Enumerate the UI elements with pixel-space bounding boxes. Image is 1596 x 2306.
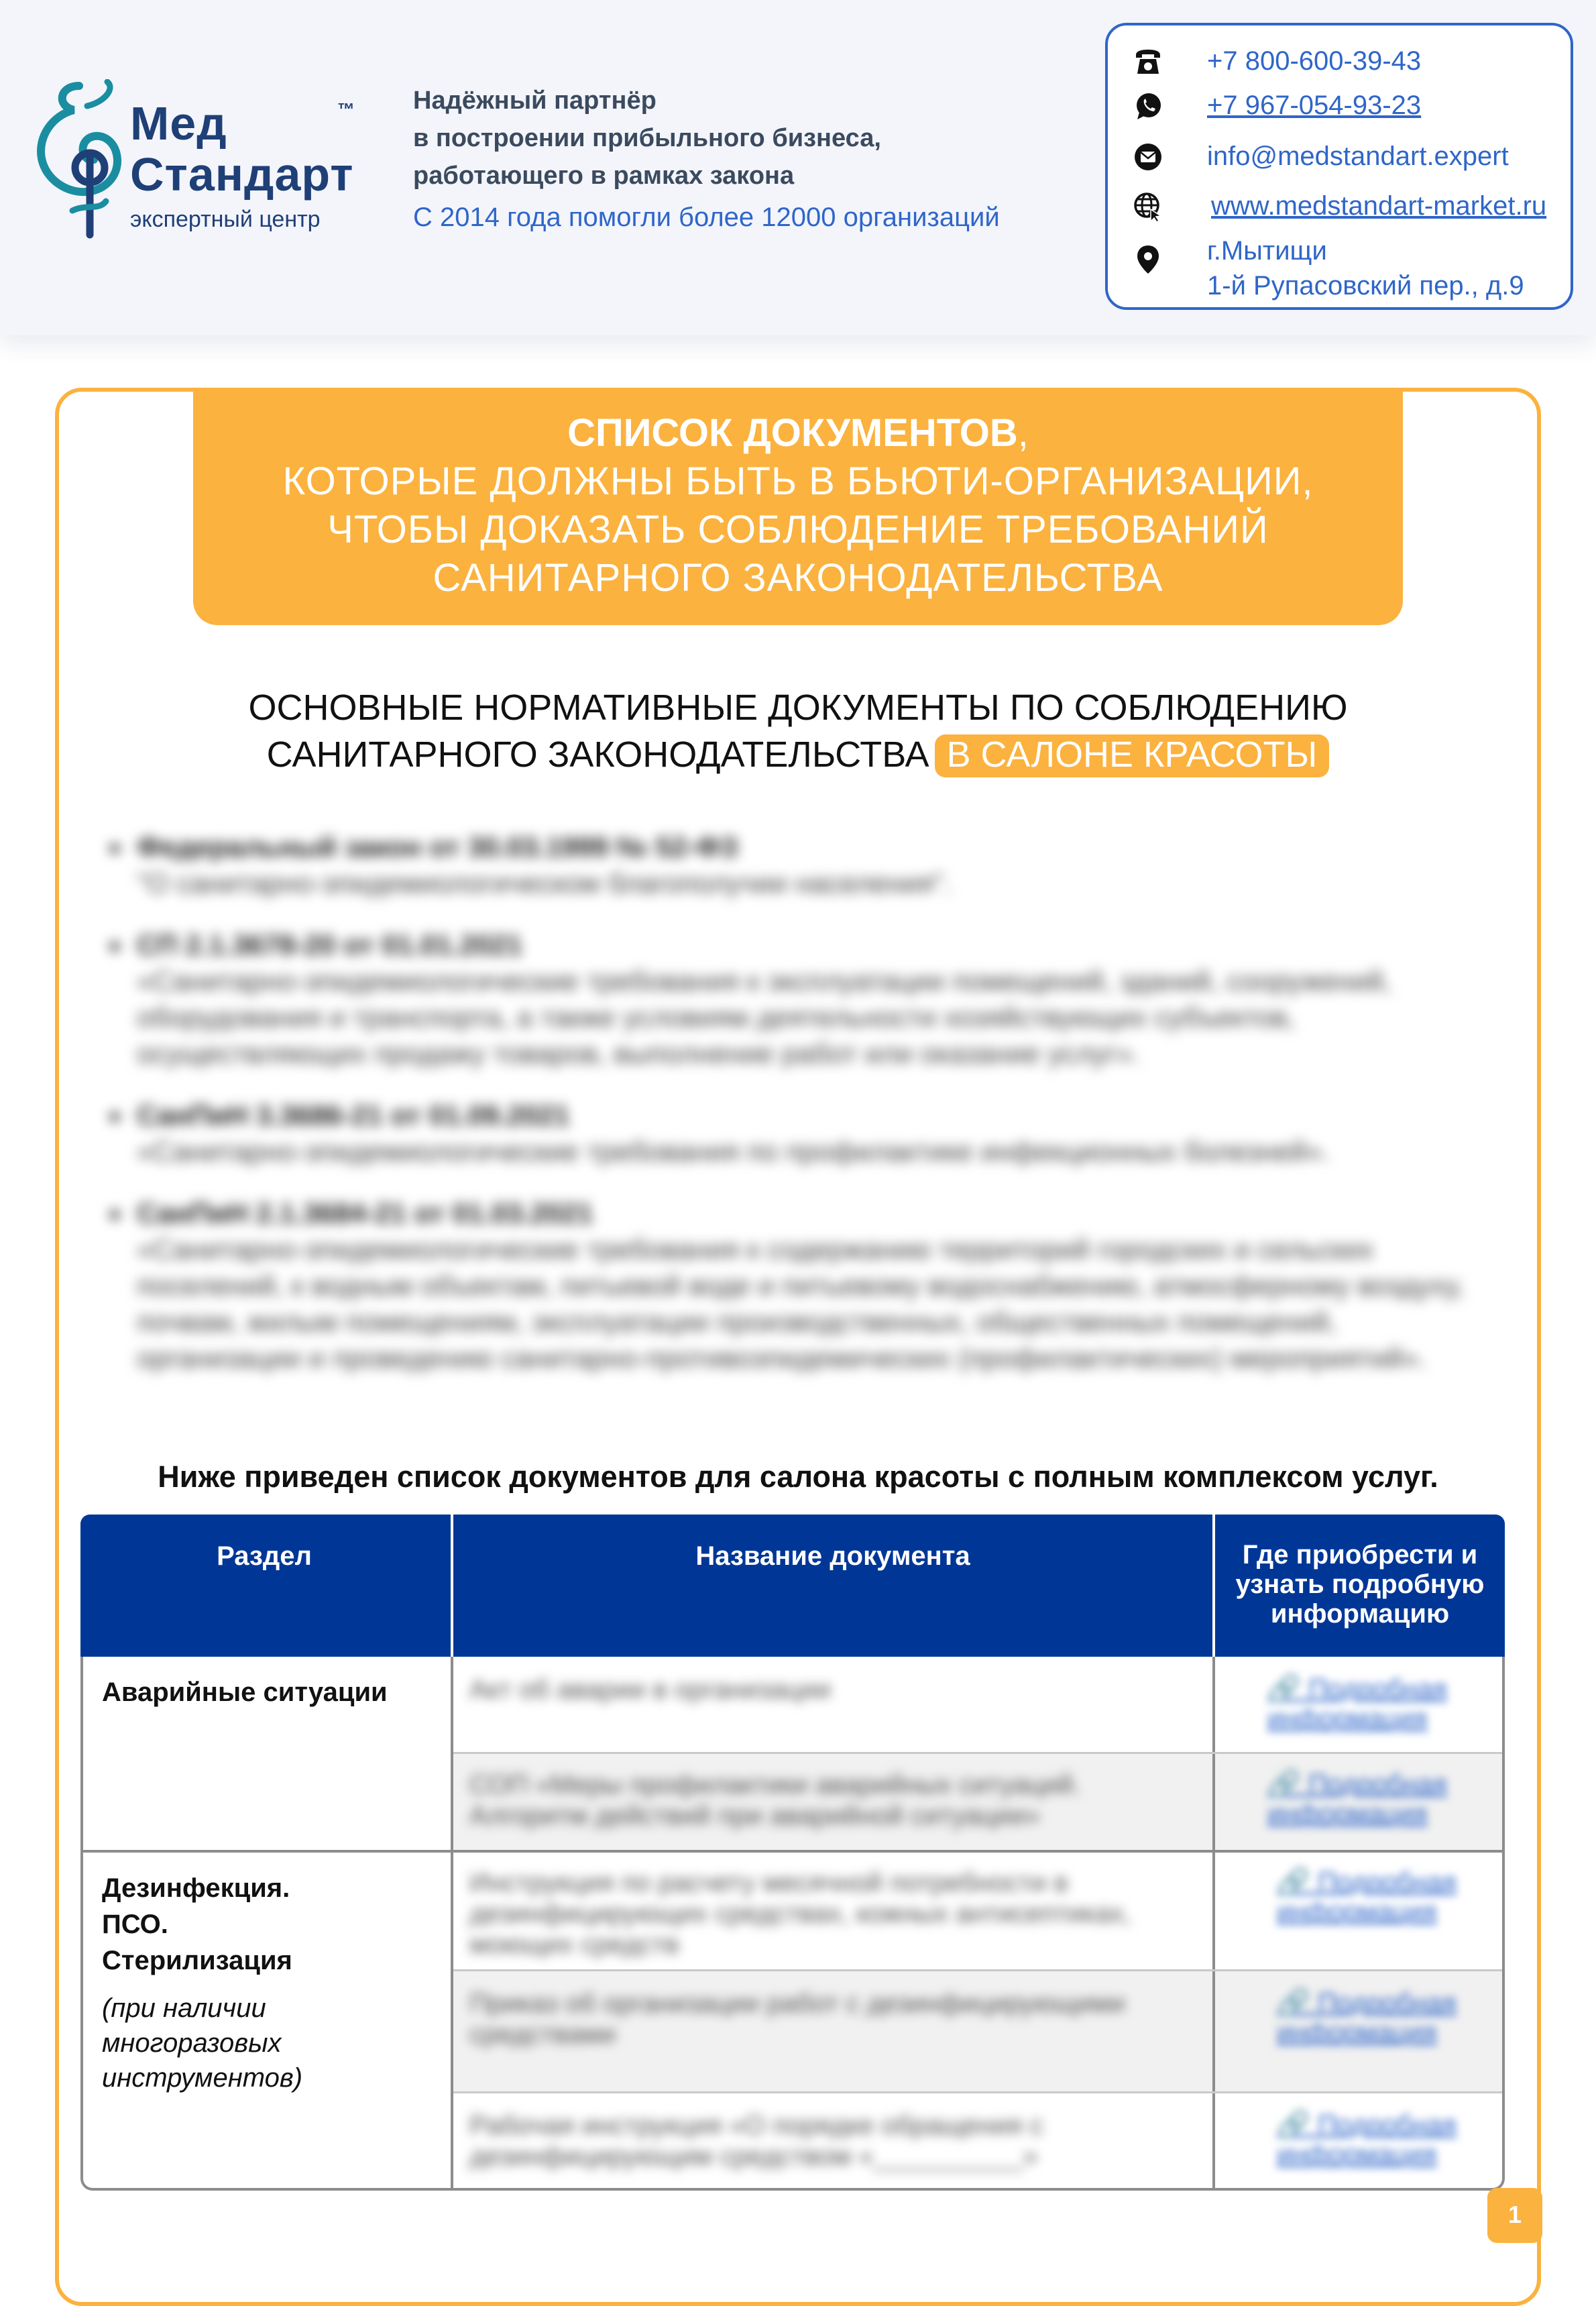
- banner-line4: САНИТАРНОГО ЗАКОНОДАТЕЛЬСТВА: [433, 556, 1163, 600]
- section-note: [102, 1991, 302, 2095]
- subheading-highlight: В САЛОНЕ КРАСОТЫ: [935, 734, 1330, 777]
- page-header: [0, 0, 1596, 335]
- law-description: «Санитарно-эпидемиологические требования к содержанию территорий городских и сельских поселений, к водным объектам, питьевой воде и питьевому водоснабжению, атмосферному воздуху, почвам, жилым помещениям, эксплуатации производственных, общественных помещений, организации и проведению санитарно-противоэпидемических (профилактических) мероприятий».: [137, 1233, 1464, 1374]
- banner-comma: ,: [1017, 411, 1029, 455]
- document-name-cont: дезинфицирующим средством «__________»: [469, 2142, 1038, 2171]
- more-info-link[interactable]: 🔗 Подробная информация: [1277, 1867, 1457, 1926]
- header-document-label: Название документа: [695, 1541, 970, 1571]
- website-link: www.medstandart-market.ru: [1211, 191, 1547, 221]
- document-name: Приказ об организации работ с дезинфицирующими: [469, 1989, 1125, 2018]
- section-line2: ПСО.: [102, 1910, 168, 1939]
- law-title: СанПиН 2.1.3684-21 от 01.03.2021: [137, 1197, 593, 1229]
- mail-icon: [1132, 141, 1164, 173]
- tagline: [413, 82, 1084, 237]
- table-row: [469, 1674, 1194, 1705]
- tagline-since: С 2014 года помогли более 12000 организаций: [413, 203, 1000, 232]
- documents-table: [80, 1515, 1505, 2191]
- brand-name-line2: Стандарт: [130, 148, 354, 201]
- table-row: [469, 1867, 1200, 1960]
- link-icon: 🔗: [1267, 1769, 1301, 1799]
- subheading-line2: [0, 731, 1596, 778]
- section-note-line2: многоразовых: [102, 2028, 282, 2058]
- banner-bold: СПИСОК ДОКУМЕНТОВ: [567, 411, 1018, 455]
- subheading-line1: ОСНОВНЫЕ НОРМАТИВНЫЕ ДОКУМЕНТЫ ПО СОБЛЮДЕНИЮ: [248, 688, 1348, 728]
- table-row: [469, 2110, 1200, 2172]
- banner-line3: ЧТОБЫ ДОКАЗАТЬ СОБЛЮДЕНИЕ ТРЕБОВАНИЙ: [327, 508, 1269, 551]
- table-row: [469, 1988, 1200, 2050]
- banner-line1: [193, 409, 1403, 457]
- address-street: 1-й Рупасовский пер., д.9: [1207, 271, 1524, 300]
- law-title: СП 2.1.3678-20 от 01.01.2021: [137, 929, 523, 960]
- header-where: [1212, 1515, 1505, 1657]
- table-header: [80, 1515, 1505, 1657]
- location-pin-icon: [1132, 243, 1164, 275]
- section-note-line3: инструментов): [102, 2063, 303, 2093]
- brand-logo[interactable]: [32, 79, 381, 240]
- whatsapp-number: +7 967-054-93-23: [1207, 91, 1422, 120]
- document-name: Рабочая инструкция «О порядке обращения с: [469, 2111, 1043, 2140]
- more-info-link[interactable]: 🔗 Подробная информация: [1277, 1988, 1457, 2047]
- tagline-line1: Надёжный партнёр: [413, 87, 657, 115]
- document-name-cont: средствами: [469, 2020, 616, 2049]
- page-number: 1: [1487, 2188, 1542, 2243]
- document-name-cont: Алгоритм действий при аварийной ситуации»: [469, 1801, 1040, 1830]
- globe-icon: [1132, 190, 1164, 223]
- list-item: [107, 927, 1502, 1072]
- row-divider: [453, 2091, 1505, 2093]
- link-icon: 🔗: [1277, 2110, 1310, 2140]
- group-divider: [83, 1850, 1505, 1853]
- section-line3: Стерилизация: [102, 1946, 292, 1975]
- section-emergency: Аварийные ситуации: [102, 1678, 388, 1707]
- list-item: [107, 1097, 1502, 1170]
- law-title: Федеральный закон от 30.03.1999 № 52-ФЗ: [137, 831, 738, 863]
- more-info-link[interactable]: 🔗 Подробная информация: [1277, 2110, 1457, 2169]
- email-address: info@medstandart.expert: [1207, 142, 1509, 171]
- document-name-cont: дезинфицирующих средствах, кожных антисептиках,: [469, 1899, 1131, 1928]
- header-section-label: Раздел: [217, 1541, 312, 1571]
- law-description: "О санитарно-эпидемиологическом благополучии населения".: [137, 867, 952, 899]
- caduceus-logo-icon: [32, 79, 139, 240]
- table-row: [469, 1769, 1194, 1831]
- list-item: [107, 1195, 1502, 1376]
- section-note-line1: (при наличии: [102, 1993, 266, 2023]
- header-where-line1: Где приобрести и: [1242, 1540, 1478, 1570]
- column-divider: [451, 1657, 453, 2191]
- contacts-box: [1105, 23, 1573, 310]
- subheading: [0, 684, 1596, 778]
- law-description: «Санитарно-эпидемиологические требования по профилактике инфекционных болезней».: [137, 1136, 1330, 1167]
- document-name: СОП «Меры профилактики аварийных ситуаций.: [469, 1770, 1081, 1800]
- brand-subtitle: экспертный центр: [130, 207, 321, 232]
- tagline-line3: работающего в рамках закона: [413, 162, 795, 190]
- table-intro: Ниже приведен список документов для салона красоты с полным комплексом услуг.: [158, 1460, 1438, 1494]
- list-item: [107, 829, 1502, 901]
- section-line1: Дезинфекция.: [102, 1873, 290, 1903]
- address-city: г.Мытищи: [1207, 236, 1327, 266]
- header-where-line2: узнать подробную: [1235, 1570, 1485, 1599]
- link-icon: 🔗: [1277, 1988, 1310, 2018]
- header-section: [80, 1515, 448, 1657]
- brand-name-line1: Мед: [130, 97, 227, 150]
- phone-number: +7 800-600-39-43: [1207, 46, 1422, 76]
- subheading-line2-text: САНИТАРНОГО ЗАКОНОДАТЕЛЬСТВА: [266, 734, 929, 775]
- more-info-link[interactable]: 🔗 Подробная информация: [1267, 1674, 1447, 1733]
- law-title: СанПиН 3.3686-21 от 01.09.2021: [137, 1099, 570, 1131]
- section-disinfection: [102, 1870, 292, 1979]
- row-divider: [453, 1752, 1505, 1754]
- phone-icon: [1132, 46, 1164, 78]
- title-banner: [193, 392, 1403, 625]
- document-name-cont2: моющих средств: [469, 1930, 679, 1959]
- whatsapp-icon: [1132, 90, 1164, 122]
- table-body: [80, 1657, 1505, 2191]
- document-name: Инструкция по расчету месячной потребности в: [469, 1868, 1068, 1898]
- trademark-sign: ™: [337, 99, 355, 119]
- link-icon: 🔗: [1277, 1867, 1310, 1897]
- tagline-line2: в построении прибыльного бизнеса,: [413, 124, 881, 152]
- header-where-line3: информацию: [1270, 1599, 1450, 1629]
- header-document: [451, 1515, 1212, 1657]
- link-icon: 🔗: [1267, 1674, 1301, 1704]
- column-divider: [1212, 1657, 1215, 2191]
- law-list: [107, 829, 1502, 1402]
- row-divider: [453, 1969, 1505, 1971]
- document-name: Акт об аварии в организации: [469, 1675, 832, 1704]
- banner-line2: КОТОРЫЕ ДОЛЖНЫ БЫТЬ В БЬЮТИ-ОРГАНИЗАЦИИ,: [282, 459, 1314, 503]
- more-info-link[interactable]: 🔗 Подробная информация: [1267, 1769, 1447, 1828]
- law-description: «Санитарно-эпидемиологические требования к эксплуатации помещений, зданий, сооружений, оборудования и транспорта, а также условиям деятельности хозяйствующих субъектов, осуществляющих продажу товаров, выполнение работ или оказание услуг».: [137, 965, 1391, 1069]
